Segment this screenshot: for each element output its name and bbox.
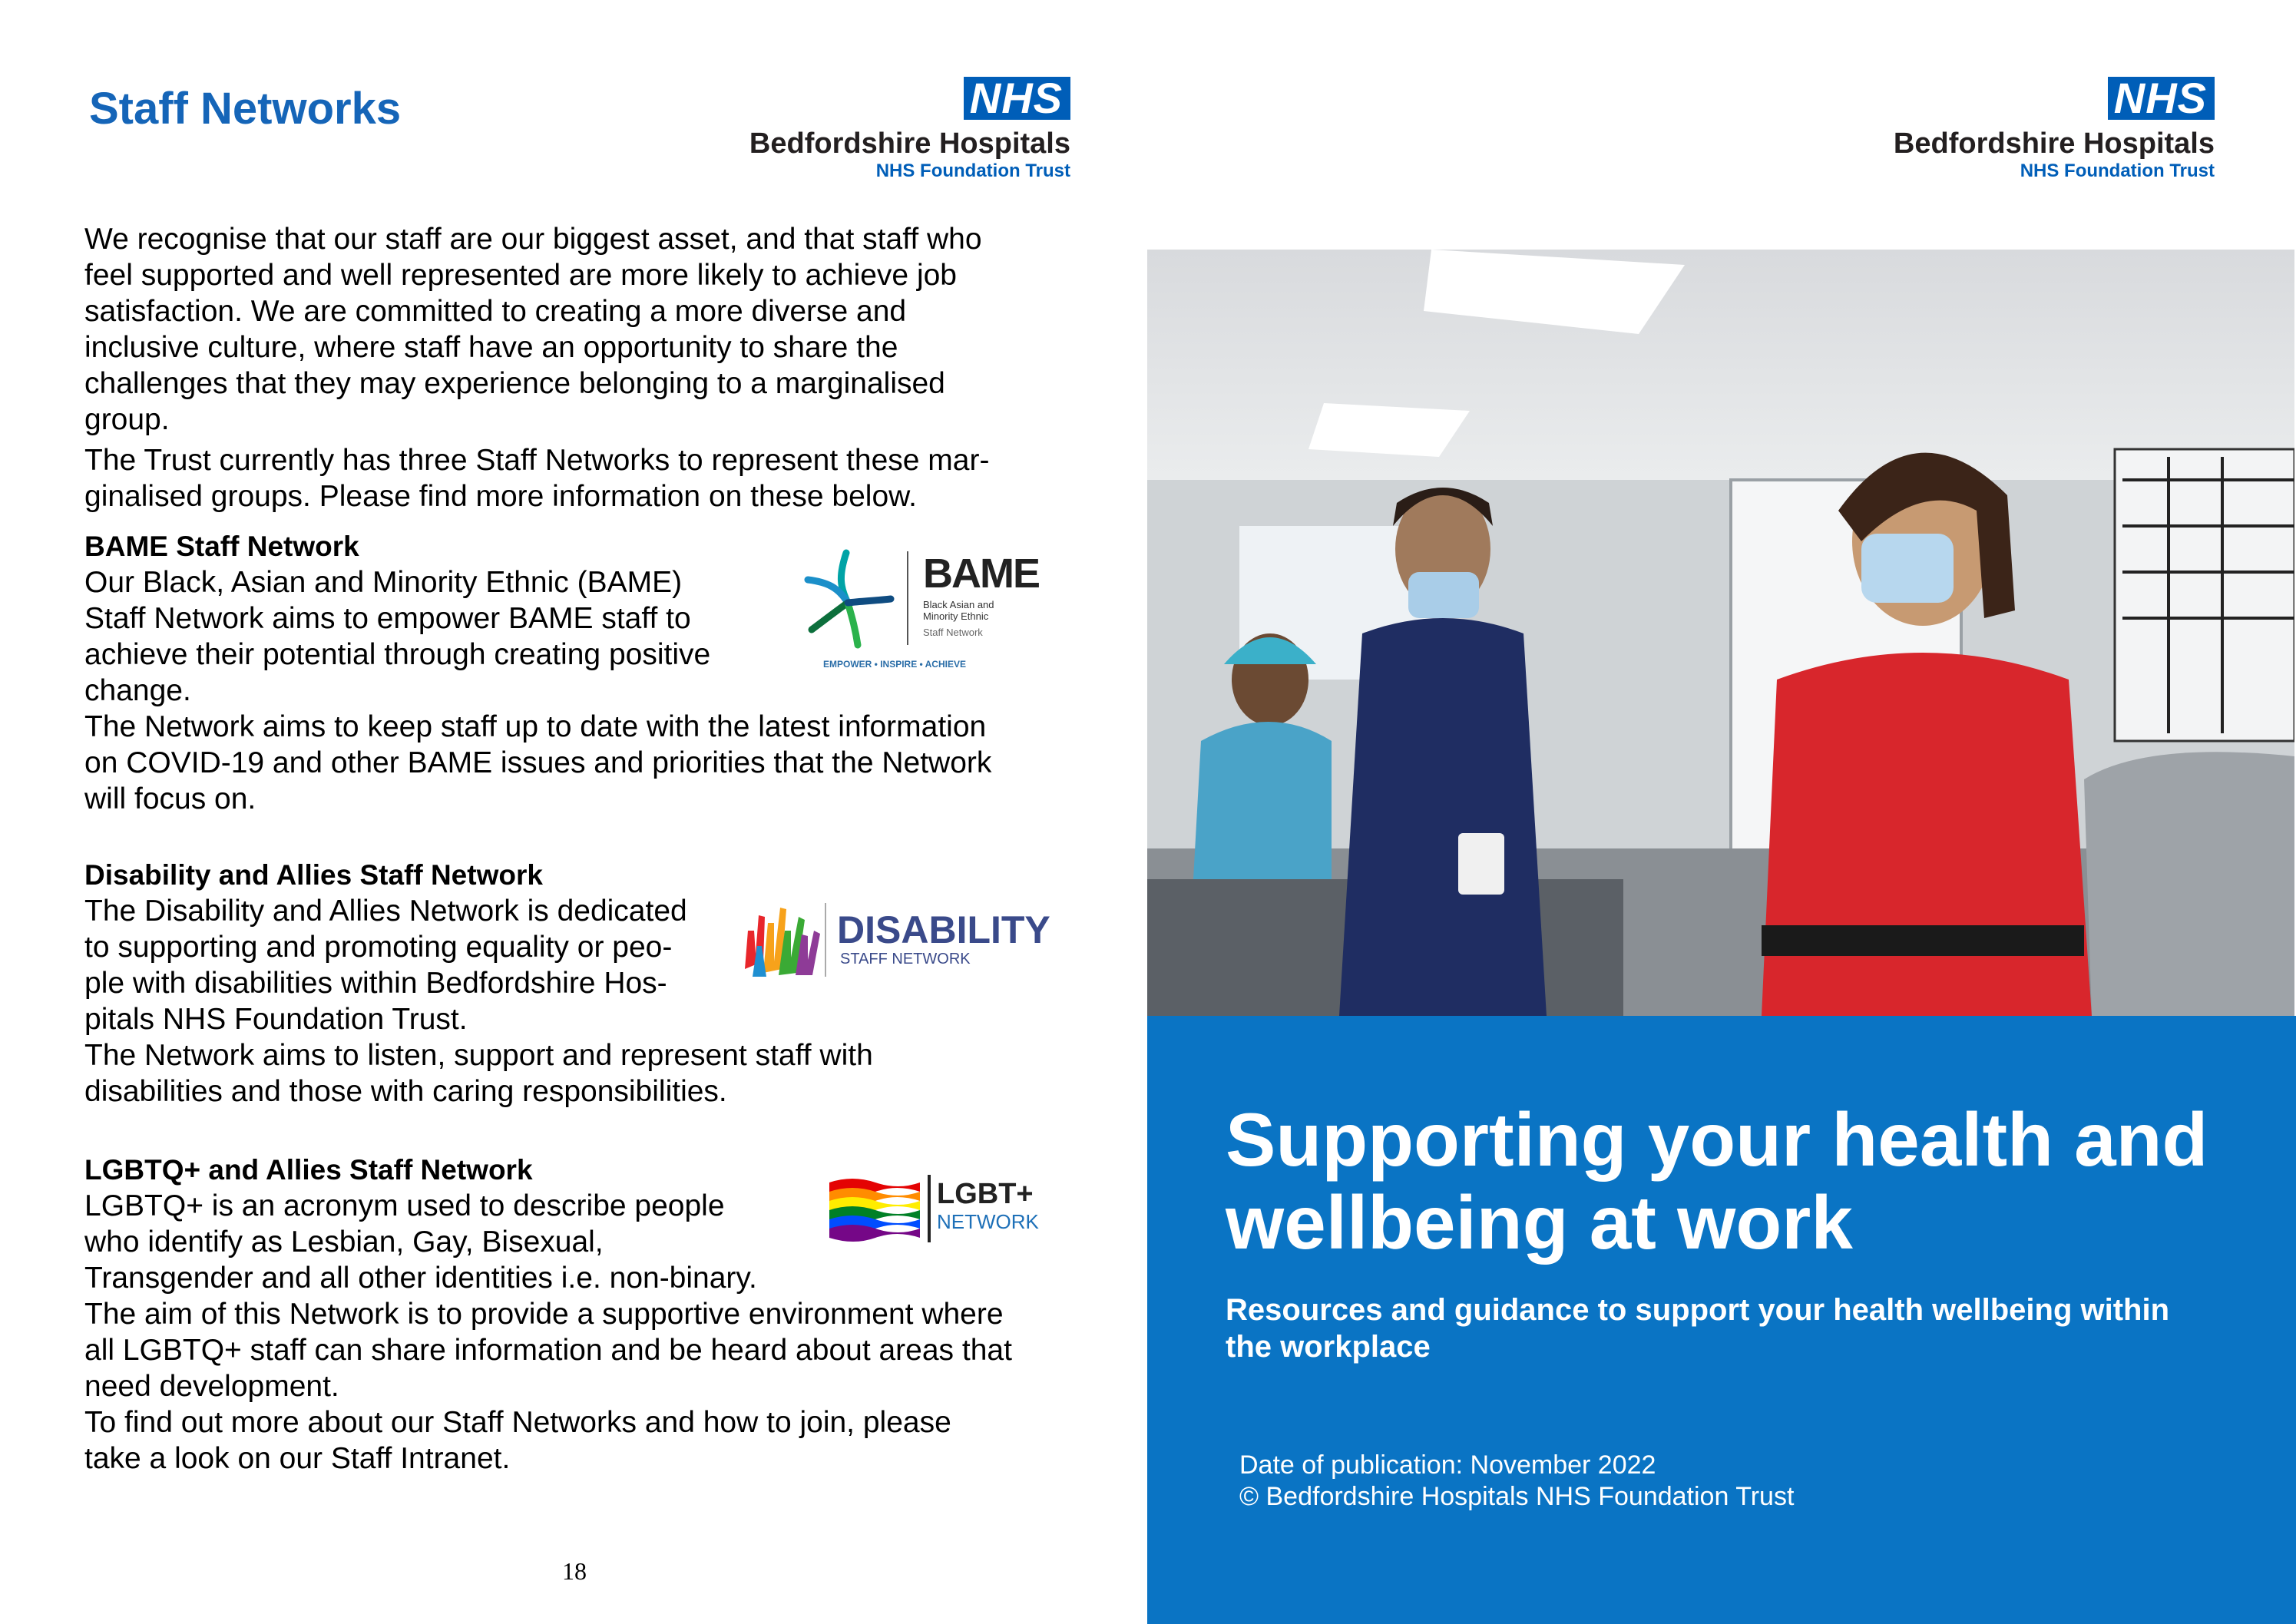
disability-line: The Disability and Allies Network is dedicated (84, 895, 687, 928)
cover-photo-nurses (1147, 250, 2294, 1016)
intro-line: inclusive culture, where staff have an opportunity to share the (84, 331, 898, 364)
cover-title-line: Supporting your health and (1226, 1097, 2208, 1182)
bame-logo-sub-line: Black Asian and (923, 599, 994, 610)
bame-network-logo (792, 545, 1038, 674)
intro-paragraph (84, 221, 1067, 514)
nhs-logo (1892, 74, 2215, 183)
bame-line: The Network aims to keep staff up to date with the latest information (84, 710, 987, 743)
lgbtq-line: who identify as Lesbian, Gay, Bisexual, (84, 1225, 604, 1259)
raised-hands-icon (737, 900, 822, 981)
bame-line: on COVID-19 and other BAME issues and priorities that the Network (84, 746, 992, 779)
page-number: 18 (562, 1557, 587, 1585)
disability-line: The Network aims to listen, support and represent staff with (84, 1039, 873, 1072)
bame-line: Staff Network aims to empower BAME staff to (84, 602, 691, 635)
lgbtq-line: The aim of this Network is to provide a supportive environment where (84, 1298, 1004, 1331)
lgbtq-line: To find out more about our Staff Networks and how to join, please (84, 1406, 951, 1439)
intro-line: feel supported and well represented are more likely to achieve job (84, 259, 957, 292)
disability-section (84, 857, 1067, 1110)
publication-date: Date of publication: November 2022 (1239, 1450, 1656, 1480)
lgbtq-line: all LGBTQ+ staff can share information and be heard about areas that (84, 1334, 1012, 1367)
nhs-trust-name: NHS Foundation Trust (2020, 160, 2215, 181)
intro-line: The Trust currently has three Staff Networks to represent these mar- (84, 444, 990, 477)
nhs-badge: NHS (964, 77, 1070, 120)
copyright-notice: © Bedfordshire Hospitals NHS Foundation Trust (1239, 1482, 1795, 1511)
bame-line: will focus on. (84, 782, 256, 815)
intro-line: challenges that they may experience belonging to a marginalised (84, 367, 945, 400)
disability-logo-title: DISABILITY (837, 908, 1050, 951)
disability-line: ple with disabilities within Bedfordshire Hos- (84, 967, 667, 1000)
lgbt-logo-subtitle: NETWORK (937, 1210, 1039, 1233)
bame-logo-sub-line: Staff Network (923, 627, 983, 638)
bame-logo-subtitle (923, 599, 994, 638)
lgbt-logo-title: LGBT+ (937, 1178, 1034, 1210)
cover-subtitle-line: Resources and guidance to support your health wellbeing within (1226, 1293, 2170, 1327)
nurses-photo-illustration (1147, 250, 2294, 1016)
lgbtq-line: take a look on our Staff Intranet. (84, 1442, 511, 1475)
lgbtq-line: LGBTQ+ is an acronym used to describe people (84, 1189, 725, 1222)
bame-line: change. (84, 674, 191, 707)
disability-network-logo (737, 900, 1050, 981)
cover-title (1226, 1098, 2285, 1264)
bame-logo-title: BAME (923, 551, 1039, 597)
bame-logo-tagline: EMPOWER • INSPIRE • ACHIEVE (823, 659, 966, 670)
intro-line: satisfaction. We are committed to creating a more diverse and (84, 295, 907, 328)
disability-line: pitals NHS Foundation Trust. (84, 1003, 468, 1036)
bame-logo-sub-line: Minority Ethnic (923, 610, 989, 622)
bame-line: Our Black, Asian and Minority Ethnic (BAME) (84, 566, 683, 599)
cover-title-line: wellbeing at work (1226, 1180, 1853, 1265)
intro-line: ginalised groups. Please find more information on these below. (84, 480, 917, 513)
bame-heading: BAME Staff Network (84, 531, 359, 562)
disability-heading: Disability and Allies Staff Network (84, 859, 543, 891)
cover-subtitle-line: the workplace (1226, 1330, 1431, 1364)
publication-info (1239, 1450, 2161, 1513)
page-title: Staff Networks (89, 84, 402, 134)
cover-subtitle (1226, 1292, 2255, 1365)
nhs-trust-name: NHS Foundation Trust (875, 160, 1070, 181)
nhs-logo (748, 74, 1070, 183)
nhs-organisation-name: Bedfordshire Hospitals (1893, 127, 2215, 160)
disability-line: to supporting and promoting equality or peo- (84, 931, 673, 964)
lgbt-network-logo (826, 1172, 1055, 1245)
intro-line: We recognise that our staff are our biggest asset, and that staff who (84, 223, 982, 256)
rainbow-flag-icon (826, 1175, 923, 1244)
nhs-badge: NHS (2108, 77, 2215, 120)
disability-line: disabilities and those with caring responsibilities. (84, 1075, 727, 1108)
bame-line: achieve their potential through creating positive (84, 638, 711, 671)
nhs-organisation-name: Bedfordshire Hospitals (749, 127, 1070, 160)
lgbtq-heading: LGBTQ+ and Allies Staff Network (84, 1154, 533, 1186)
intro-line: group. (84, 403, 170, 436)
lgbtq-line: need development. (84, 1370, 339, 1403)
lgbtq-line: Transgender and all other identities i.e. non-binary. (84, 1262, 757, 1295)
disability-logo-subtitle: STAFF NETWORK (840, 951, 971, 967)
